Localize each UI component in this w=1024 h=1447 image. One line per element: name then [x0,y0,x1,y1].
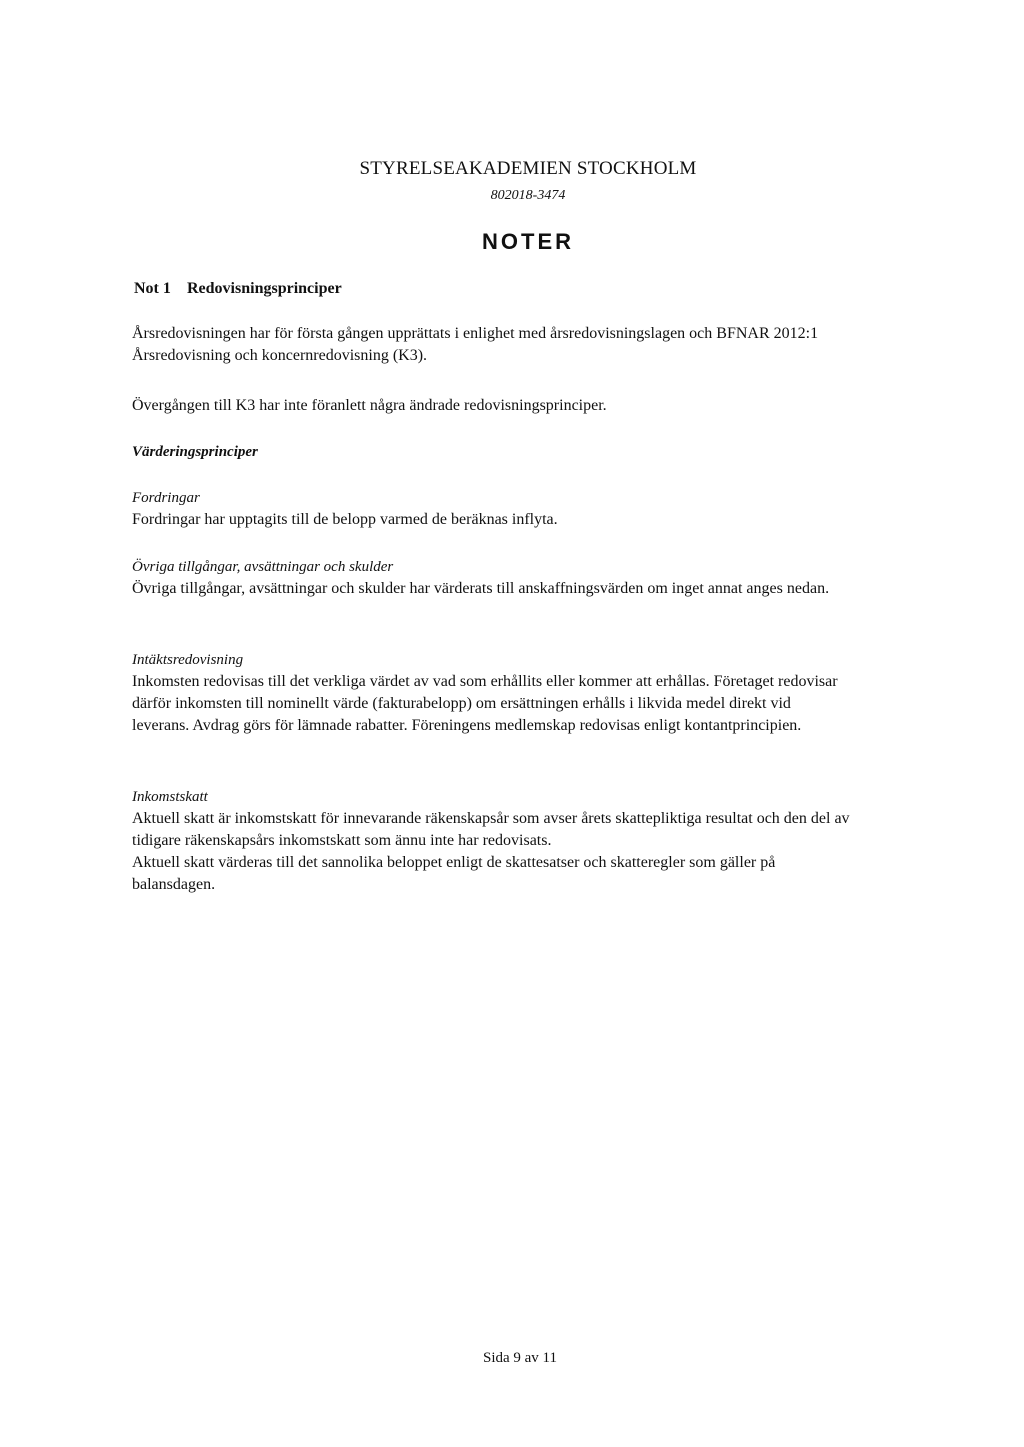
note-title: Redovisningsprinciper [187,280,342,297]
revenue-line: därför inkomsten till nominellt värde (fakturabelopp) om ersättningen erhålls i likvida medel direkt vid [132,695,791,712]
intro-paragraph [132,323,932,367]
transition-paragraph [132,395,932,417]
receivables-heading: Fordringar [132,490,200,506]
note-number: Not 1 [134,280,171,297]
income-tax-line: Aktuell skatt är inkomstskatt för innevarande räkenskapsår som avser årets skattepliktiga resultat och den del av [132,810,850,827]
income-tax-line: balansdagen. [132,876,216,893]
other-assets-paragraph [132,578,932,600]
other-assets-heading: Övriga tillgångar, avsättningar och skulder [132,559,394,575]
revenue-line: leverans. Avdrag görs för lämnade rabatter. Föreningens medlemskap redovisas enligt kontantprincipien. [132,717,802,734]
organization-name: STYRELSEAKADEMIEN STOCKHOLM [359,158,697,179]
other-assets-text: Övriga tillgångar, avsättningar och skulder har värderats till anskaffningsvärden om inget annat anges nedan. [132,580,830,597]
receivables-text: Fordringar har upptagits till de belopp varmed de beräknas inflyta. [132,511,558,528]
organization-number: 802018-3474 [490,188,566,203]
revenue-line: Inkomsten redovisas till det verkliga värdet av vad som erhållits eller kommer att erhållas. Företaget redovisar [132,673,838,690]
income-tax-heading: Inkomstskatt [132,789,208,805]
transition-text: Övergången till K3 har inte föranlett några ändrade redovisningsprinciper. [132,397,607,414]
income-tax-line: tidigare räkenskapsårs inkomstskatt som ännu inte har redovisats. [132,832,552,849]
income-tax-line: Aktuell skatt värderas till det sannolika beloppet enligt de skattesatser och skatteregler som gäller på [132,854,776,871]
income-tax-paragraph [132,808,932,896]
receivables-paragraph [132,509,932,531]
valuation-heading: Värderingsprinciper [132,444,258,460]
revenue-heading: Intäktsredovisning [132,652,244,668]
page-number: Sida 9 av 11 [482,1350,558,1366]
revenue-paragraph [132,671,932,737]
section-title: NOTER [482,229,574,254]
intro-line: Årsredovisning och koncernredovisning (K3). [132,347,428,364]
intro-line: Årsredovisningen har för första gången upprättats i enlighet med årsredovisningslagen och BFNAR 2012:1 [132,325,819,342]
